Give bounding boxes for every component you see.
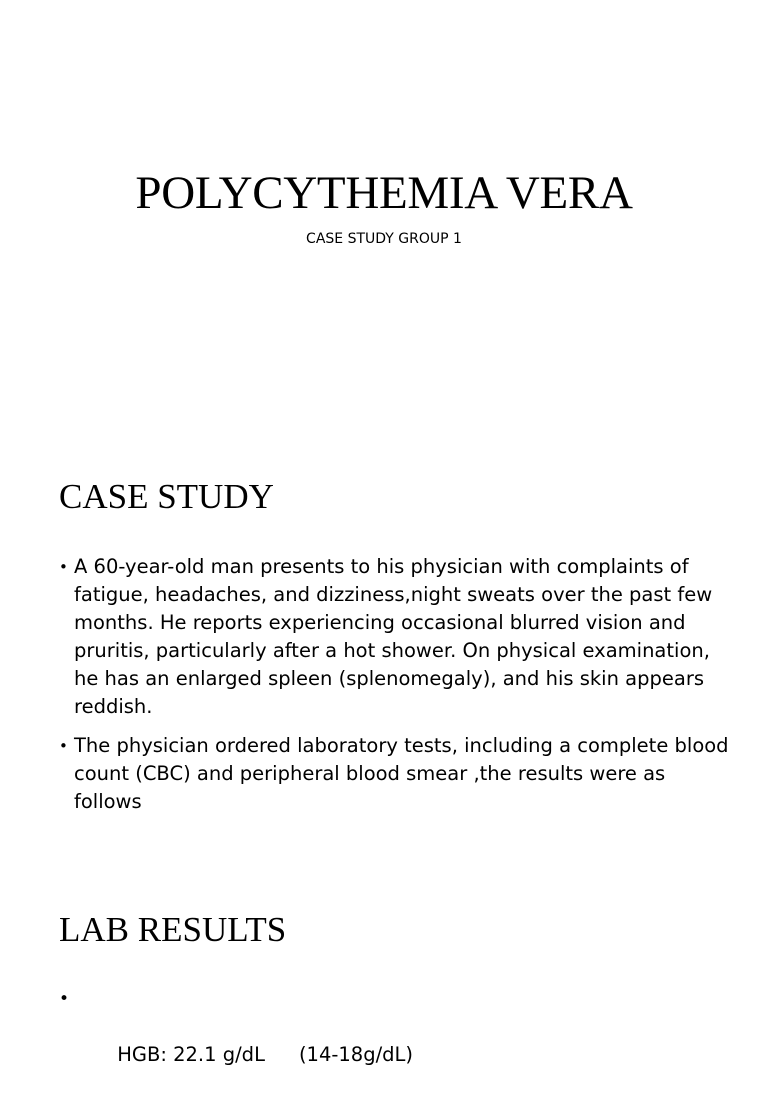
case-study-heading: CASE STUDY (59, 477, 274, 516)
lab-reference-range: (14-18g/dL) (298, 1043, 414, 1066)
list-item (59, 553, 729, 721)
list-item (59, 985, 413, 1097)
bullet-icon: • (59, 989, 70, 1009)
case-study-bullets (59, 553, 729, 816)
lab-results-heading: LAB RESULTS (59, 910, 287, 949)
bullet-icon: • (59, 558, 68, 576)
title-slide (0, 0, 768, 440)
list-item (59, 732, 729, 816)
lab-results-list (59, 985, 413, 1097)
lab-value: HGB: 22.1 g/dL (117, 1043, 265, 1066)
bullet-icon: • (59, 737, 68, 755)
bullet-text: A 60-year-old man presents to his physician with complaints of fatigue, headaches, and dizziness,night sweats over the past few months. He reports experiencing occasional blurred vision and pruritis, particularly after a hot shower. On physical examination, he has an enlarged spleen (splenomegaly), and his skin appears reddish. (74, 555, 713, 718)
page-title: POLYCYTHEMIA VERA (135, 167, 633, 219)
bullet-text: The physician ordered laboratory tests, including a complete blood count (CBC) and peripheral blood smear ,the results were as follows (74, 734, 729, 813)
subtitle: CASE STUDY GROUP 1 (306, 231, 462, 247)
